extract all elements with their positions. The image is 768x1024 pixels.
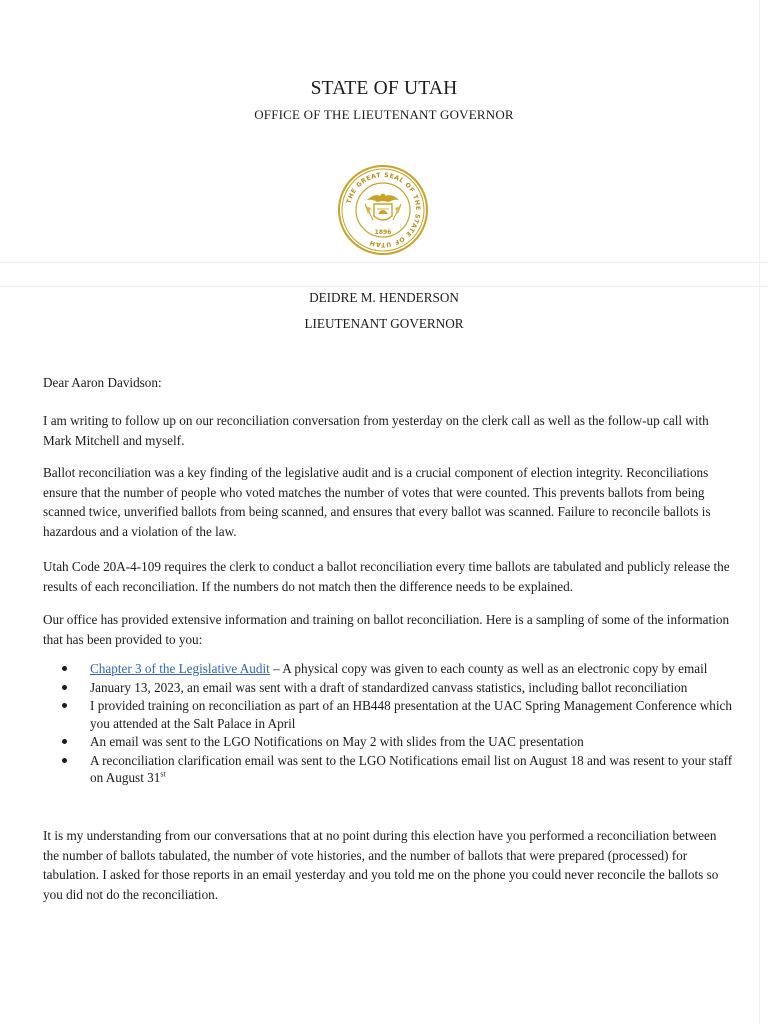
bullet-icon [62, 739, 67, 744]
paragraph-1: I am writing to follow up on our reconciliation conversation from yesterday on the clerk call as well as the follow-up call with Mark Mitchell and myself. [43, 413, 709, 448]
scan-edge-line [759, 0, 760, 1024]
scan-artifact-line [0, 262, 768, 263]
paragraph-3: Utah Code 20A-4-109 requires the clerk to conduct a ballot reconciliation every time ballots are tabulated and publicly release the results of each reconciliation. If the numbers do not match then the difference needs to be explained. [43, 559, 730, 594]
letterhead-title: STATE OF UTAH [310, 78, 458, 99]
list-item-text: January 13, 2023, an email was sent with a draft of standardized canvass statistics, including ballot reconciliation [90, 679, 688, 695]
letterhead-office: OFFICE OF THE LIEUTENANT GOVERNOR [254, 107, 514, 122]
bullet-icon [62, 703, 67, 708]
scan-artifact-line [0, 286, 768, 287]
bullet-icon [62, 685, 67, 690]
bullet-icon [62, 666, 67, 671]
bullet-icon [62, 758, 67, 763]
seal-year: 1896 [374, 229, 392, 236]
paragraph-2: Ballot reconciliation was a key finding of the legislative audit and is a crucial component of election integrity. Reconciliations ensure that the number of people who voted matches the number of votes that were counted. This prevents ballots from being scanned twice, unverified ballots from being scanned, and ensures that every ballot was scanned. Failure to reconcile ballots is hazardous and a violation of the law. [43, 465, 711, 539]
list-item [62, 660, 742, 678]
paragraph-4: Our office has provided extensive information and training on ballot reconciliation. Here is a sampling of some of the information that has been provided to you: [43, 612, 730, 647]
list-item-text: – A physical copy was given to each county as well as an electronic copy by email [269, 661, 708, 676]
information-list [62, 660, 742, 788]
legislative-audit-link[interactable]: Chapter 3 of the Legislative Audit [90, 661, 270, 676]
signatory-title: LIEUTENANT GOVERNOR [304, 316, 464, 331]
list-item-text: A reconciliation clarification email was sent to the LGO Notifications email list on August 18 and was resent to your staff on August 31 [90, 752, 733, 785]
list-item [62, 679, 742, 697]
list-item [62, 697, 742, 732]
list-item [62, 752, 742, 787]
salutation: Dear Aaron Davidson: [43, 375, 162, 390]
seal-text: THE GREAT SEAL OF THE STATE OF UTAH [345, 171, 422, 249]
signatory-name: DEIDRE M. HENDERSON [309, 290, 459, 305]
list-item-text: An email was sent to the LGO Notifications on May 2 with slides from the UAC presentation [90, 734, 584, 749]
ordinal-suffix: st [160, 769, 166, 779]
list-item-text: I provided training on reconciliation as part of an HB448 presentation at the UAC Spring Management Conference which you attended at the Salt Palace in April [90, 698, 732, 731]
state-seal-icon [337, 164, 429, 256]
list-item [62, 733, 742, 751]
closing-paragraph: It is my understanding from our conversations that at no point during this election have you performed a reconciliation between the number of ballots tabulated, the number of vote histories, and the number of ballots that were prepared (processed) for tabulation. I asked for those reports in an email yesterday and you told me on the phone you could never reconcile the ballots so you did not do the reconciliation. [43, 828, 719, 902]
